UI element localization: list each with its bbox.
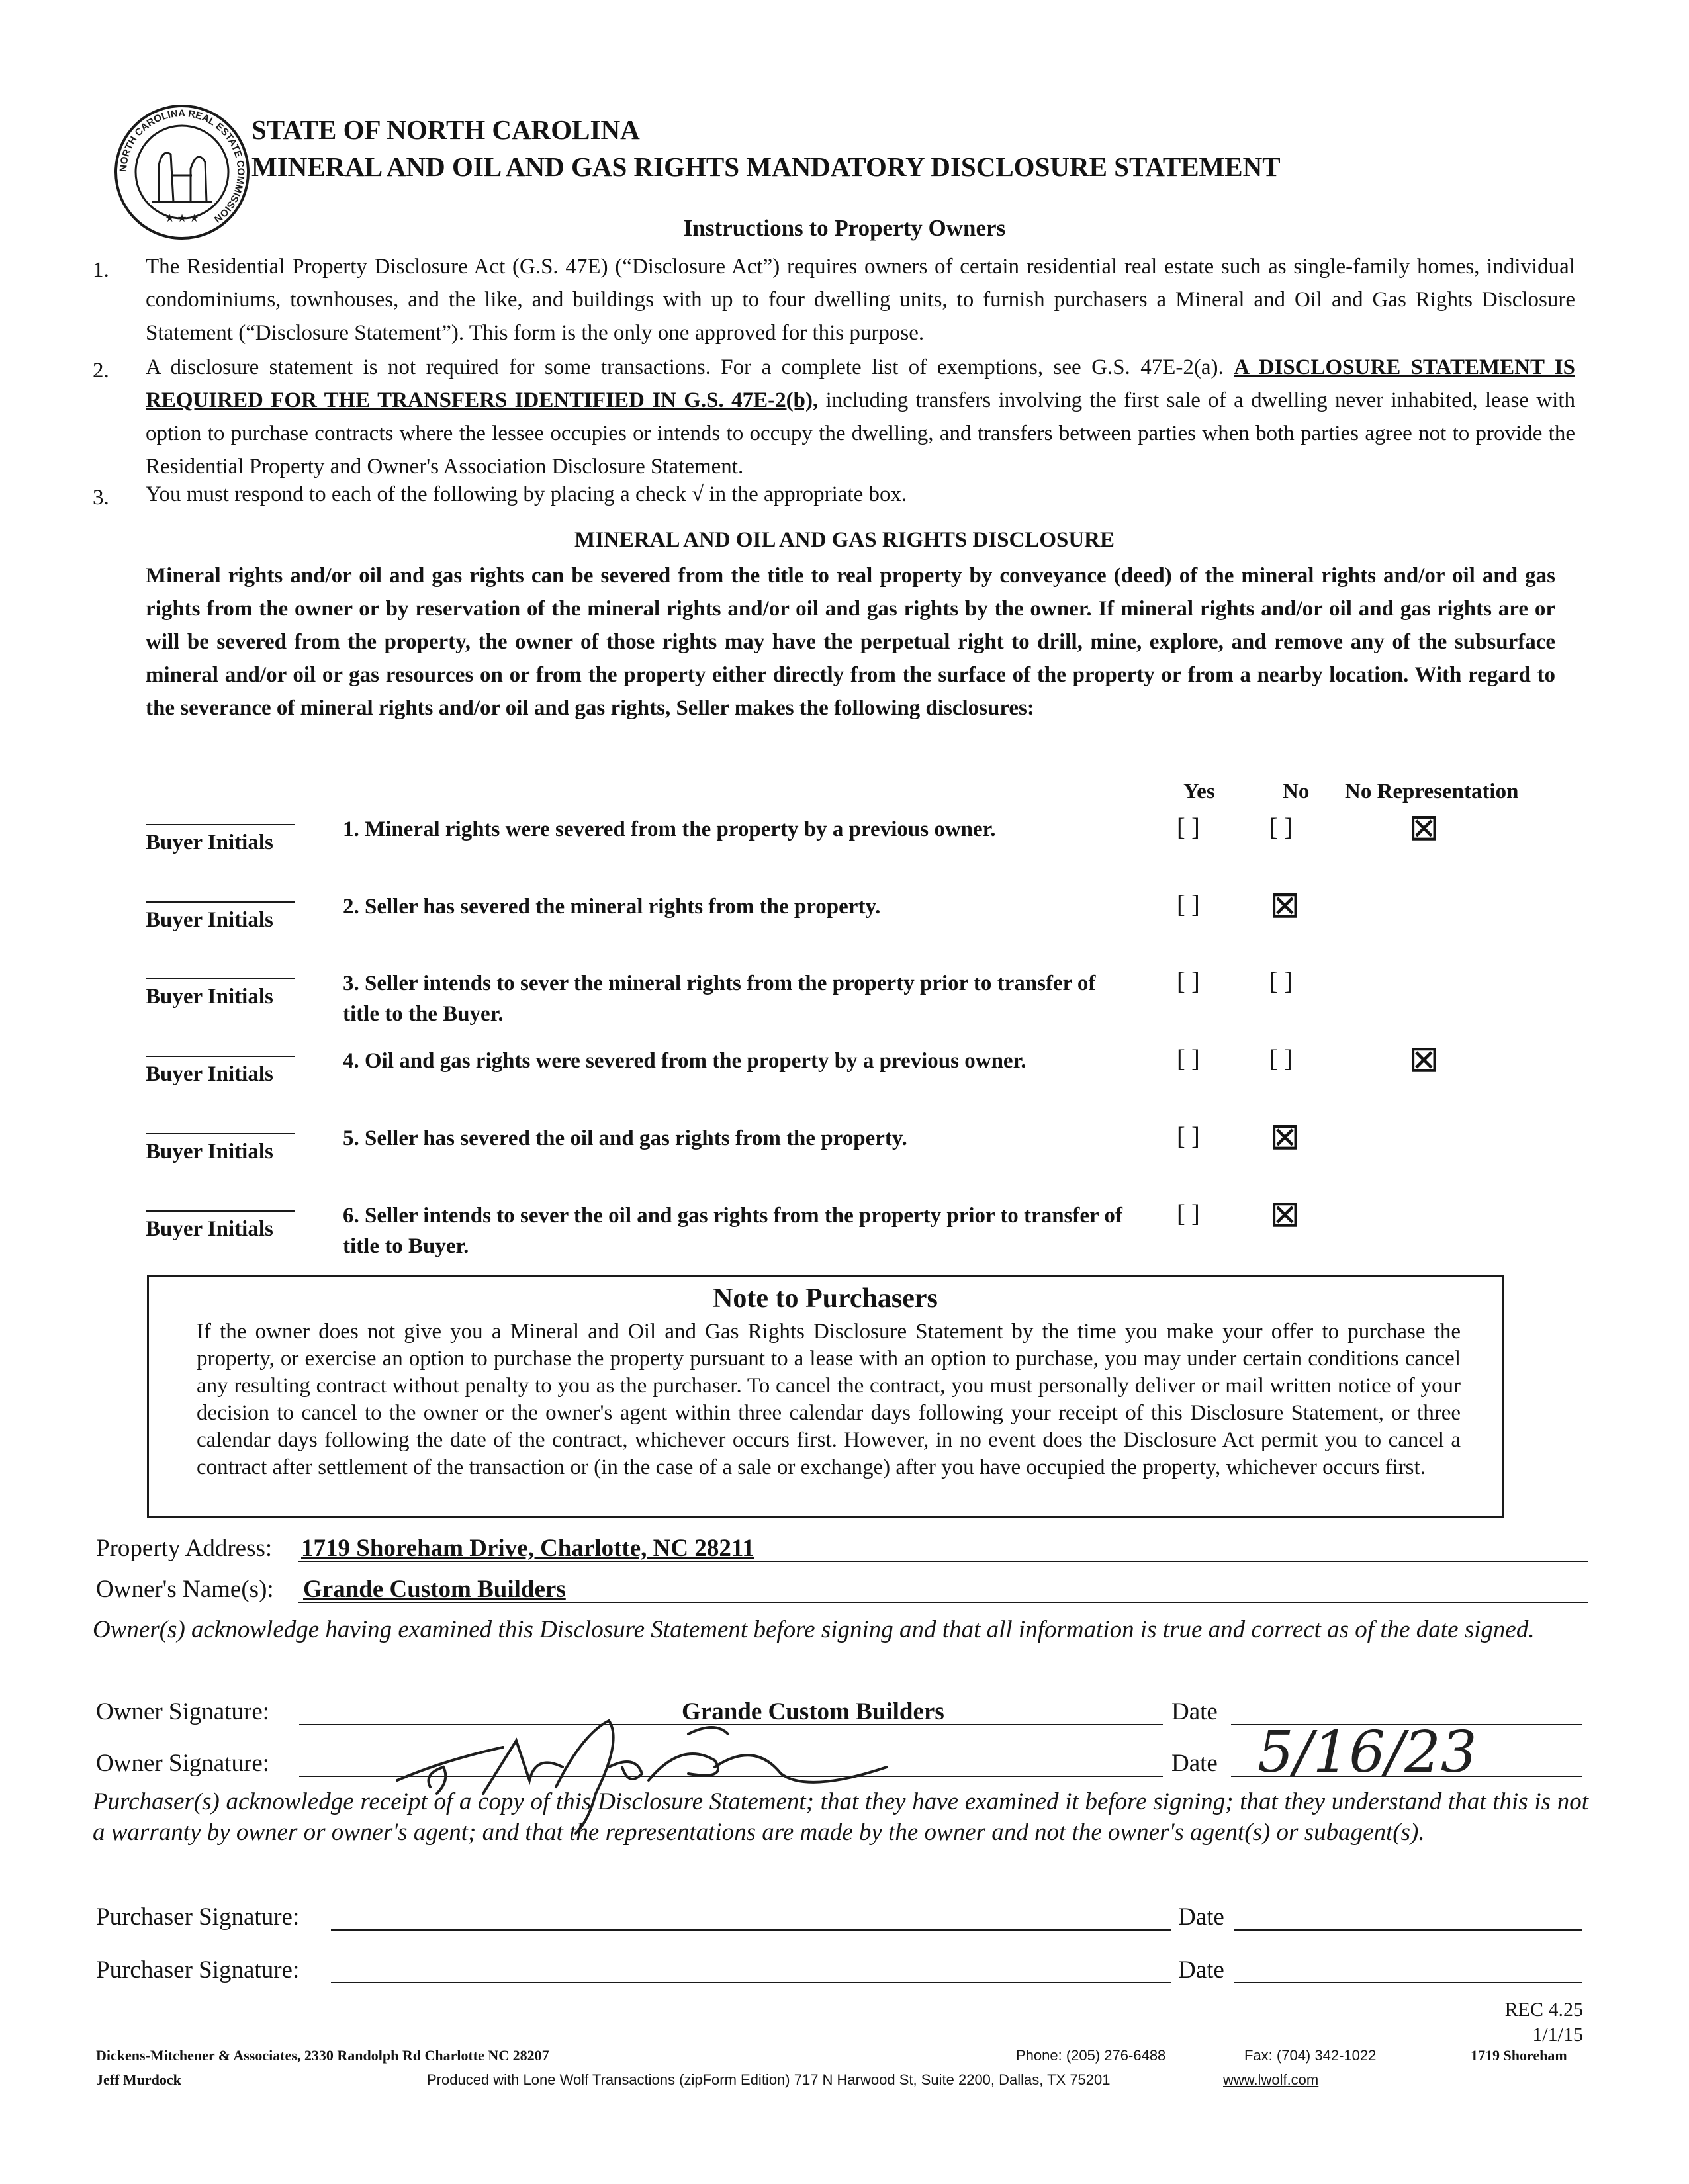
note-text: If the owner does not give you a Mineral and Oil and Gas Rights Disclosure Statement by the time you make your offer to purchase the property, or exercise an option to purchase the property pursuant to a lease with an option to purchase, you may under certain conditions cancel any resulting contract without penalty to you as the purchaser. To cancel the contract, you must personally deliver or mail written notice of your decision to cancel to the owner or the owner's agent within three calendar days following your receipt of this Disclosure Statement, or three calendar days following the date of the contract, whichever occurs first. However, in no event does the Disclosure Act permit you to cancel a contract after settlement of the transaction or (in the case of a sale or exchange) after you have occupied the property, whichever occurs first.: [197, 1320, 1461, 1479]
date-label: Date: [1171, 1698, 1218, 1725]
checkbox-yes[interactable]: [ ]: [1177, 1200, 1200, 1228]
purchaser-signature-label: Purchaser Signature:: [96, 1956, 300, 1983]
disclosure-heading: MINERAL AND OIL AND GAS RIGHTS DISCLOSURE: [574, 528, 1115, 552]
buyer-initials-label: Buyer Initials: [146, 831, 273, 854]
buyer-initials-label: Buyer Initials: [146, 1062, 273, 1086]
form-code: REC 4.25: [1504, 1999, 1583, 2021]
buyer-initials-label: Buyer Initials: [146, 1217, 273, 1241]
buyer-initials-label: Buyer Initials: [146, 908, 273, 932]
disclosure-question: 3. Seller intends to sever the mineral rights from the property prior to transfer of title to the Buyer.: [343, 972, 1096, 1026]
instruction-number: 1.: [93, 258, 109, 282]
buyer-initials-line[interactable]: [146, 1210, 295, 1212]
owner-signature-company: Grande Custom Builders: [682, 1698, 944, 1725]
note-heading: Note to Purchasers: [713, 1283, 938, 1314]
owner-signature-label: Owner Signature:: [96, 1750, 270, 1777]
instruction-text: A disclosure statement is not required for some transactions. For a complete list of exemptions, see G.S. 47E-2(a).: [146, 355, 1234, 379]
instruction-number: 3.: [93, 486, 109, 510]
purchaser-signature-label: Purchaser Signature:: [96, 1903, 300, 1931]
checkbox-yes[interactable]: [ ]: [1177, 813, 1200, 841]
title-state: STATE OF NORTH CAROLINA: [251, 114, 640, 145]
buyer-initials-label: Buyer Initials: [146, 1140, 273, 1163]
buyer-initials-line[interactable]: [146, 1056, 295, 1057]
footer-company: Dickens-Mitchener & Associates, 2330 Randolph Rd Charlotte NC 28207: [96, 2047, 549, 2064]
buyer-initials-line[interactable]: [146, 978, 295, 979]
instruction-text: You must respond to each of the following by placing a check √ in the appropriate box.: [146, 482, 907, 506]
column-no-representation: No Representation: [1345, 780, 1519, 803]
svg-text:★ ★ ★: ★ ★ ★: [165, 213, 199, 224]
owner-name-value: Grande Custom Builders: [303, 1576, 566, 1603]
date-line[interactable]: [1234, 1929, 1582, 1931]
checkbox-no[interactable]: [ ]: [1269, 813, 1293, 841]
note-to-purchasers: [147, 1275, 1504, 1518]
footer-produced: Produced with Lone Wolf Transactions (zipForm Edition) 717 N Harwood St, Suite 2200, Dallas, TX 75201: [427, 2071, 1111, 2088]
column-yes: Yes: [1183, 780, 1215, 803]
date-label: Date: [1178, 1903, 1224, 1931]
disclosure-text: Mineral rights and/or oil and gas rights can be severed from the title to real property by conveyance (deed) of the mineral rights and/or oil and gas rights from the owner or by reservation of the mineral rights and/or oil and gas rights by the owner. If mineral rights and/or oil and gas rights are or will be severed from the property, the owner of those rights may have the perpetual right to drill, mine, explore, and remove any of the subsurface mineral and/or oil or gas resources on or from the property either directly from the surface of the property or from a nearby location. With regard to the severance of mineral rights and/or oil and gas rights, Seller makes the following disclosures:: [146, 564, 1555, 720]
property-address-label: Property Address:: [96, 1535, 273, 1562]
owner-signature-date: 5/16/23: [1257, 1719, 1477, 1786]
owner-name-label: Owner's Name(s):: [96, 1576, 274, 1603]
date-line[interactable]: [1234, 1982, 1582, 1983]
checked-box-no[interactable]: ⊠: [1269, 1193, 1301, 1236]
checked-box-no-representation[interactable]: ⊠: [1408, 806, 1439, 849]
checked-box-no[interactable]: ⊠: [1269, 1115, 1301, 1158]
column-no: No: [1283, 780, 1310, 803]
date-label: Date: [1178, 1956, 1224, 1983]
checkbox-yes[interactable]: [ ]: [1177, 968, 1200, 995]
purchaser-acknowledgement: Purchaser(s) acknowledge receipt of a copy of this Disclosure Statement; that they have examined it before signing; that they understand that this is not a warranty by owner or owner's agent; and that the representations are made by the owner and not the owner's agent(s) or subagent(s).: [93, 1788, 1588, 1846]
checkbox-yes[interactable]: [ ]: [1177, 1045, 1200, 1073]
disclosure-question: 4. Oil and gas rights were severed from the property by a previous owner.: [343, 1049, 1027, 1073]
checkbox-yes[interactable]: [ ]: [1177, 891, 1200, 919]
footer-fax: Fax: (704) 342-1022: [1244, 2047, 1377, 2064]
checkbox-no[interactable]: [ ]: [1269, 968, 1293, 995]
buyer-initials-line[interactable]: [146, 901, 295, 903]
instruction-text: including transfers involving the first sale of a dwelling never inhabited, lease with option to purchase contracts where the lessee occupies or intends to occupy the dwelling, and transfers between parties when both parties agree not to provide the Residential Property and Owner's Association Disclosure Statement.: [146, 388, 1575, 478]
buyer-initials-label: Buyer Initials: [146, 985, 273, 1009]
title-form: MINERAL AND OIL AND GAS RIGHTS MANDATORY DISCLOSURE STATEMENT: [251, 152, 1281, 182]
checked-box-no[interactable]: ⊠: [1269, 884, 1301, 927]
instruction-item-3: [146, 478, 1575, 511]
purchaser-signature-line[interactable]: [331, 1982, 1171, 1983]
owner-acknowledgement: Owner(s) acknowledge having examined this Disclosure Statement before signing and that all information is true and correct as of the date signed.: [93, 1616, 1535, 1643]
date-label: Date: [1171, 1750, 1218, 1777]
instruction-required-notice: A DISCLOSURE STATEMENT IS REQUIRED FOR THE TRANSFERS IDENTIFIED IN G.S. 47E-2(b),: [146, 355, 1575, 412]
property-address-value: 1719 Shoreham Drive, Charlotte, NC 28211: [301, 1535, 754, 1562]
instruction-number: 2.: [93, 359, 109, 383]
footer-phone: Phone: (205) 276-6488: [1016, 2047, 1166, 2064]
seal-text: NORTH CAROLINA REAL ESTATE COMMISSION: [117, 107, 247, 225]
footer-file-name: 1719 Shoreham: [1471, 2047, 1567, 2064]
disclosure-question: 5. Seller has severed the oil and gas rights from the property.: [343, 1126, 907, 1150]
owner-signature-label: Owner Signature:: [96, 1698, 270, 1725]
buyer-initials-line[interactable]: [146, 1133, 295, 1134]
checked-box-no-representation[interactable]: ⊠: [1408, 1038, 1439, 1081]
form-date: 1/1/15: [1532, 2024, 1583, 2046]
disclosure-question: 1. Mineral rights were severed from the property by a previous owner.: [343, 817, 996, 841]
buyer-initials-line[interactable]: [146, 824, 295, 825]
instructions-heading: Instructions to Property Owners: [683, 215, 1006, 241]
footer-website[interactable]: www.lwolf.com: [1223, 2071, 1319, 2088]
instruction-item-1: [146, 250, 1575, 349]
checkbox-yes[interactable]: [ ]: [1177, 1122, 1200, 1150]
purchaser-signature-line[interactable]: [331, 1929, 1171, 1931]
disclosure-question: 6. Seller intends to sever the oil and gas rights from the property prior to transfer of title to Buyer.: [343, 1204, 1122, 1258]
footer-agent: Jeff Murdock: [96, 2071, 181, 2088]
disclosure-question: 2. Seller has severed the mineral rights from the property.: [343, 895, 881, 919]
instruction-item-2: [146, 351, 1575, 483]
instruction-text: The Residential Property Disclosure Act (G.S. 47E) (“Disclosure Act”) requires owners of certain residential real estate such as single-family homes, individual condominiums, townhouses, and the like, and buildings with up to four dwelling units, to furnish purchasers a Mineral and Oil and Gas Rights Disclosure Statement (“Disclosure Statement”). This form is the only one approved for this purpose.: [146, 255, 1575, 345]
checkbox-no[interactable]: [ ]: [1269, 1045, 1293, 1073]
